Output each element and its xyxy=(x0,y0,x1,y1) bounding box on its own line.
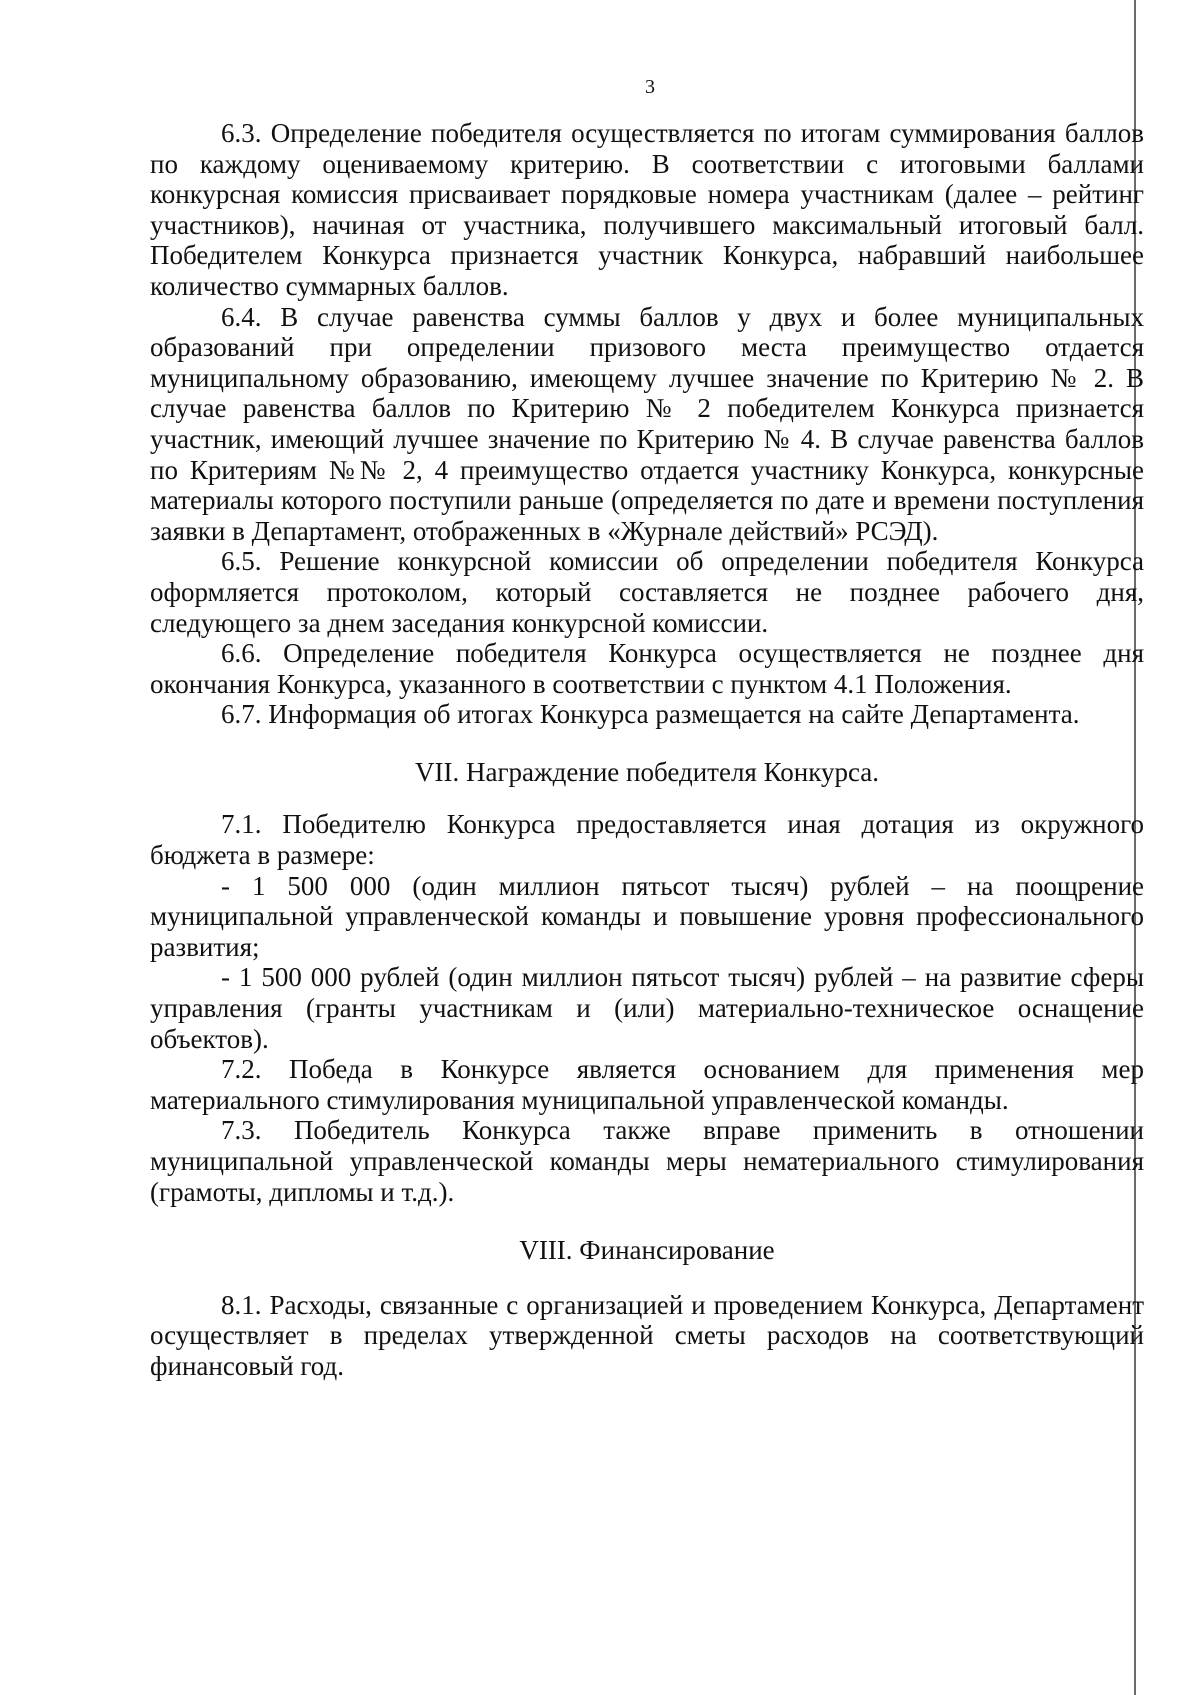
paragraph-8-1: 8.1. Расходы, связанные с организацией и проведением Конкурса, Департамент осуществляет в пределах утвержденной сметы расходов на соответствующий финансовый год. xyxy=(150,1289,1144,1381)
section-7-heading: VII. Награждение победителя Конкурса. xyxy=(415,756,879,787)
paragraph-6-3: 6.3. Определение победителя осуществляется по итогам суммирования баллов по каждому оцениваемому критерию. В соответствии с итоговыми баллами конкурсная комиссия присваивает порядковые номера участникам (далее – рейтинг участников), начиная от участника, получившего максимальный итоговый балл. Победителем Конкурса признается участник Конкурса, набравший наибольшее количество суммарных баллов. xyxy=(150,118,1144,301)
paragraph-6-6: 6.6. Определение победителя Конкурса осуществляется не позднее дня окончания Конкурса, указанного в соответствии с пунктом 4.1 Положения. xyxy=(150,638,1144,699)
paragraph-7-3: 7.3. Победитель Конкурса также вправе применить в отношении муниципальной управленческой команды меры нематериального стимулирования (грамоты, дипломы и т.д.). xyxy=(150,1115,1144,1207)
list-item-grant-1: - 1 500 000 (один миллион пятьсот тысяч) рублей – на поощрение муниципальной управленческой команды и повышение уровня профессионального развития; xyxy=(150,870,1144,962)
list-item-grant-2: - 1 500 000 рублей (один миллион пятьсот тысяч) рублей – на развитие сферы управления (гранты участникам и (или) материально-техническое оснащение объектов). xyxy=(150,962,1144,1054)
paragraph-6-5: 6.5. Решение конкурсной комиссии об определении победителя Конкурса оформляется протоколом, который составляется не позднее рабочего дня, следующего за днем заседания конкурсной комиссии. xyxy=(150,546,1144,638)
document-body xyxy=(150,118,1144,1382)
paragraph-6-4: 6.4. В случае равенства суммы баллов у двух и более муниципальных образований при определении призового места преимущество отдается муниципальному образованию, имеющему лучшее значение по Критерию № 2. В случае равенства баллов по Критерию № 2 победителем Конкурса признается участник, имеющий лучшее значение по Критерию № 4. В случае равенства баллов по Критериям №№ 2, 4 преимущество отдается участнику Конкурса, конкурсные материалы которого поступили раньше (определяется по дате и времени поступления заявки в Департамент, отображенных в «Журнале действий» РСЭД). xyxy=(150,301,1144,546)
paragraph-6-7: 6.7. Информация об итогах Конкурса размещается на сайте Департамента. xyxy=(221,699,1080,730)
section-8-heading: VIII. Финансирование xyxy=(519,1235,775,1266)
paragraph-7-1: 7.1. Победителю Конкурса предоставляется иная дотация из окружного бюджета в размере: xyxy=(150,809,1144,871)
page-number: 3 xyxy=(645,76,655,98)
paragraph-7-2: 7.2. Победа в Конкурсе является основанием для применения мер материального стимулирования муниципальной управленческой команды. xyxy=(150,1054,1144,1115)
